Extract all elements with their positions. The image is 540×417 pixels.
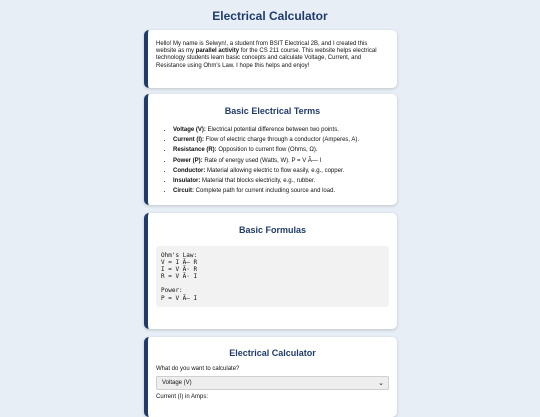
term-desc: Rate of energy used (Watts, W). P = V Ã— I <box>202 157 322 164</box>
intro-card <box>144 30 397 88</box>
intro-text <box>156 41 389 70</box>
calculate-select[interactable] <box>156 376 389 390</box>
formulas-heading: Basic Formulas <box>238 225 307 235</box>
calculator-card <box>144 337 397 417</box>
term-item <box>173 176 389 186</box>
term-name: Current (I): <box>173 137 204 144</box>
term-item <box>173 125 389 135</box>
term-desc: Opposition to current flow (Ohms, Ω). <box>216 147 318 154</box>
chevron-down-icon: ⌄ <box>378 380 384 387</box>
intro-text-part: for the CS 211 course. This website helps electrical technology students learn basic concepts and calculate Voltage, Current, and Resistance using Ohm's Law. I hope this helps and enjoy! <box>156 48 377 69</box>
page-title: Electrical Calculator <box>212 9 328 23</box>
terms-card <box>144 94 397 205</box>
term-name: Voltage (V): <box>173 127 206 133</box>
term-item <box>173 145 389 155</box>
term-desc: Material that blocks electricity, e.g., rubber. <box>200 178 316 185</box>
calculate-select-value: Voltage (V) <box>162 380 192 386</box>
intro-text-part: Hello! My name is Selwyn!, a student from BSIT Electrical 2B, and I created this website as my <box>156 41 368 55</box>
term-item <box>173 166 389 176</box>
term-name: Resistance (R): <box>173 147 217 154</box>
current-input-label: Current (I) in Amps: <box>156 394 209 400</box>
term-name: Circuit: <box>173 188 194 195</box>
formulas-code-block: Ohm's Law: V = I Ã— R I = V Ã· R R = V Ã· I Power: P = V Ã— I <box>156 246 389 307</box>
term-name: Power (P): <box>173 157 203 164</box>
term-desc: Material allowing electric to flow easily, e.g., copper. <box>205 167 345 174</box>
intro-bold-text: parallel activity <box>195 48 240 55</box>
term-desc: Complete path for current including source and load. <box>194 188 336 195</box>
term-desc: Electrical potential difference between two points. <box>205 127 339 133</box>
term-item <box>173 156 389 166</box>
term-item <box>173 135 389 145</box>
term-item <box>173 186 389 196</box>
formulas-card <box>144 213 397 329</box>
term-name: Insulator: <box>173 178 201 185</box>
terms-heading: Basic Electrical Terms <box>224 106 321 116</box>
calculate-question-label: What do you want to calculate? <box>156 366 240 372</box>
term-desc: Flow of electric charge through a conductor (Amperes, A). <box>204 137 360 144</box>
term-name: Conductor: <box>173 167 206 174</box>
calculator-heading: Electrical Calculator <box>229 348 316 358</box>
terms-list <box>156 125 389 196</box>
